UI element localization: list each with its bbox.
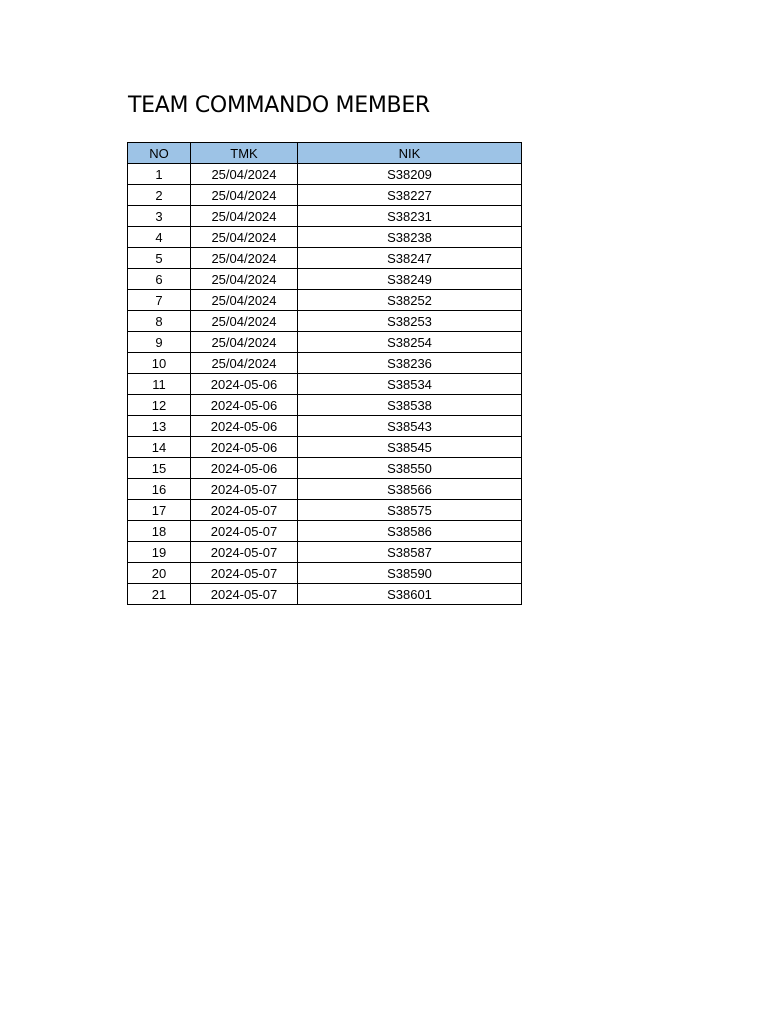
cell-nik: S38543 <box>298 416 522 437</box>
page-title: TEAM COMMANDO MEMBER <box>128 93 430 118</box>
cell-no: 17 <box>128 500 191 521</box>
cell-no: 13 <box>128 416 191 437</box>
cell-tmk: 25/04/2024 <box>191 206 298 227</box>
cell-nik: S38253 <box>298 311 522 332</box>
cell-tmk: 25/04/2024 <box>191 311 298 332</box>
cell-no: 8 <box>128 311 191 332</box>
cell-tmk: 2024-05-06 <box>191 437 298 458</box>
cell-nik: S38227 <box>298 185 522 206</box>
table-row <box>128 332 522 353</box>
cell-nik: S38236 <box>298 353 522 374</box>
cell-nik: S38254 <box>298 332 522 353</box>
cell-tmk: 25/04/2024 <box>191 164 298 185</box>
table-row <box>128 164 522 185</box>
table-row <box>128 521 522 542</box>
cell-no: 21 <box>128 584 191 605</box>
cell-tmk: 25/04/2024 <box>191 269 298 290</box>
cell-tmk: 2024-05-06 <box>191 416 298 437</box>
cell-nik: S38249 <box>298 269 522 290</box>
table-row <box>128 416 522 437</box>
table-row <box>128 437 522 458</box>
cell-tmk: 2024-05-07 <box>191 521 298 542</box>
cell-nik: S38590 <box>298 563 522 584</box>
table-row <box>128 290 522 311</box>
cell-nik: S38238 <box>298 227 522 248</box>
cell-tmk: 2024-05-06 <box>191 458 298 479</box>
cell-nik: S38586 <box>298 521 522 542</box>
table-header-row <box>128 143 522 164</box>
cell-no: 14 <box>128 437 191 458</box>
cell-nik: S38575 <box>298 500 522 521</box>
cell-tmk: 25/04/2024 <box>191 227 298 248</box>
table-row <box>128 479 522 500</box>
cell-nik: S38209 <box>298 164 522 185</box>
column-header-no: NO <box>128 143 191 164</box>
cell-tmk: 2024-05-07 <box>191 500 298 521</box>
cell-nik: S38601 <box>298 584 522 605</box>
cell-tmk: 2024-05-07 <box>191 479 298 500</box>
cell-no: 12 <box>128 395 191 416</box>
table-row <box>128 185 522 206</box>
table-row <box>128 227 522 248</box>
cell-no: 19 <box>128 542 191 563</box>
table-row <box>128 500 522 521</box>
cell-no: 4 <box>128 227 191 248</box>
cell-no: 20 <box>128 563 191 584</box>
cell-nik: S38545 <box>298 437 522 458</box>
cell-nik: S38231 <box>298 206 522 227</box>
table-row <box>128 353 522 374</box>
cell-tmk: 2024-05-06 <box>191 395 298 416</box>
cell-no: 6 <box>128 269 191 290</box>
cell-no: 7 <box>128 290 191 311</box>
column-header-tmk: TMK <box>191 143 298 164</box>
table-row <box>128 206 522 227</box>
table-row <box>128 269 522 290</box>
cell-no: 9 <box>128 332 191 353</box>
member-table <box>127 142 522 605</box>
table-row <box>128 563 522 584</box>
cell-no: 3 <box>128 206 191 227</box>
cell-nik: S38538 <box>298 395 522 416</box>
table-row <box>128 248 522 269</box>
cell-no: 5 <box>128 248 191 269</box>
cell-no: 16 <box>128 479 191 500</box>
cell-nik: S38534 <box>298 374 522 395</box>
cell-tmk: 2024-05-07 <box>191 542 298 563</box>
cell-tmk: 25/04/2024 <box>191 248 298 269</box>
cell-no: 1 <box>128 164 191 185</box>
table-body <box>128 164 522 605</box>
cell-tmk: 2024-05-07 <box>191 563 298 584</box>
cell-tmk: 25/04/2024 <box>191 353 298 374</box>
cell-nik: S38550 <box>298 458 522 479</box>
cell-no: 2 <box>128 185 191 206</box>
cell-nik: S38252 <box>298 290 522 311</box>
cell-no: 15 <box>128 458 191 479</box>
cell-no: 10 <box>128 353 191 374</box>
cell-tmk: 25/04/2024 <box>191 290 298 311</box>
table-row <box>128 458 522 479</box>
table-row <box>128 311 522 332</box>
cell-nik: S38566 <box>298 479 522 500</box>
cell-nik: S38587 <box>298 542 522 563</box>
cell-no: 18 <box>128 521 191 542</box>
cell-nik: S38247 <box>298 248 522 269</box>
cell-tmk: 25/04/2024 <box>191 332 298 353</box>
column-header-nik: NIK <box>298 143 522 164</box>
cell-tmk: 2024-05-07 <box>191 584 298 605</box>
table-row <box>128 584 522 605</box>
cell-no: 11 <box>128 374 191 395</box>
table-row <box>128 374 522 395</box>
table-row <box>128 542 522 563</box>
table-row <box>128 395 522 416</box>
cell-tmk: 2024-05-06 <box>191 374 298 395</box>
cell-tmk: 25/04/2024 <box>191 185 298 206</box>
